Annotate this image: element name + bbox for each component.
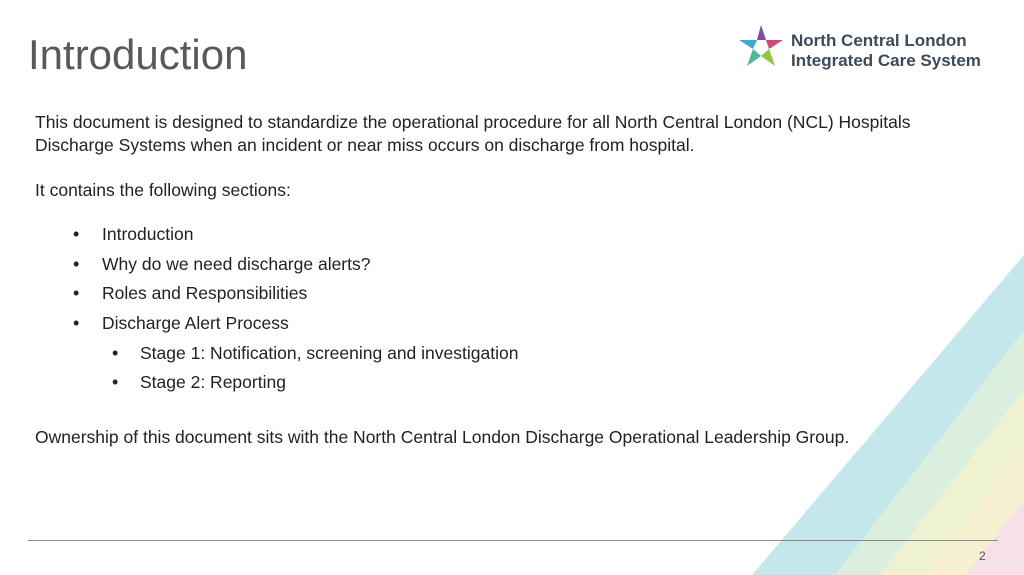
slide-body [35,111,975,449]
bullet-icon: • [73,283,80,304]
page-title: Introduction [28,31,248,78]
star-icon [736,22,786,72]
logo-line-1: North Central London [791,31,967,50]
list-item: • Stage 1: Notification, screening and investigation [35,339,975,369]
page-number: 2 [979,549,986,563]
sections-list [35,220,975,398]
bullet-icon: • [112,372,119,393]
bullet-icon: • [112,342,119,363]
ownership-paragraph: Ownership of this document sits with the North Central London Discharge Operational Leadership Group. [35,427,850,448]
list-item: • Stage 2: Reporting [35,368,975,398]
logo-line-2: Integrated Care System [791,51,981,70]
footer-divider [28,540,998,541]
intro-paragraph: This document is designed to standardize the operational procedure for all North Central London (NCL) Hospitals Discharge Systems when an incident or near miss occurs on discharge from hospital. [35,112,911,155]
list-item: • Introduction [35,220,975,250]
ncl-ics-logo [736,22,1006,74]
list-item: • Roles and Responsibilities [35,279,975,309]
bullet-icon: • [73,313,80,334]
list-item: • Why do we need discharge alerts? [35,250,975,280]
bullet-icon: • [73,253,80,274]
bullet-icon: • [73,224,80,244]
sections-lead: It contains the following sections: [35,180,291,200]
list-item: • Discharge Alert Process [35,309,975,339]
